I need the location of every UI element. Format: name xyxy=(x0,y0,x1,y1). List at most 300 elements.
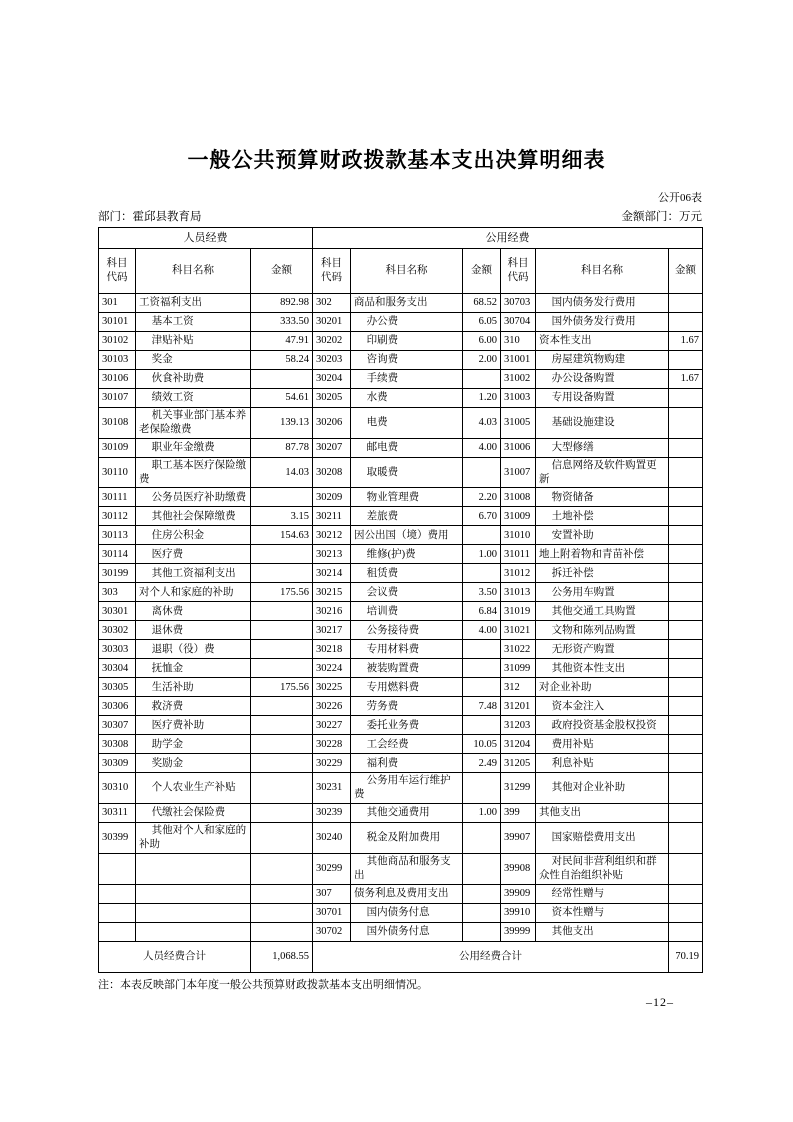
amount-cell xyxy=(669,389,703,408)
amount-cell: 154.63 xyxy=(251,526,313,545)
amount-cell xyxy=(251,602,313,621)
subject-name-cell: 办公费 xyxy=(351,313,463,332)
amount-cell: 10.05 xyxy=(463,735,501,754)
subject-name-cell: 国家赔偿费用支出 xyxy=(536,823,669,854)
amount-cell xyxy=(463,903,501,922)
subject-name-cell: 专用燃料费 xyxy=(351,678,463,697)
column-header-amount: 金额 xyxy=(669,249,703,294)
subject-name-cell: 公务员医疗补助缴费 xyxy=(136,488,251,507)
subject-name-cell: 会议费 xyxy=(351,583,463,602)
band-header-personnel: 人员经费 xyxy=(99,228,313,249)
subject-code-cell: 31201 xyxy=(501,697,536,716)
subject-code-cell: 30217 xyxy=(313,621,351,640)
subject-code-cell: 30201 xyxy=(313,313,351,332)
subject-code-cell: 31008 xyxy=(501,488,536,507)
table-row xyxy=(99,389,703,408)
amount-cell xyxy=(669,457,703,488)
amount-cell xyxy=(669,507,703,526)
subject-code-cell: 30226 xyxy=(313,697,351,716)
subject-code-cell: 30212 xyxy=(313,526,351,545)
column-header-code: 科目代码 xyxy=(99,249,136,294)
subject-code-cell: 30704 xyxy=(501,313,536,332)
amount-cell xyxy=(669,526,703,545)
subject-code-cell: 39999 xyxy=(501,922,536,941)
amount-cell xyxy=(251,659,313,678)
subject-code-cell: 30229 xyxy=(313,754,351,773)
amount-cell: 1.67 xyxy=(669,332,703,351)
subject-code-cell: 30211 xyxy=(313,507,351,526)
amount-cell xyxy=(669,294,703,313)
amount-cell: 1.20 xyxy=(463,389,501,408)
subject-code-cell xyxy=(99,903,136,922)
amount-cell: 58.24 xyxy=(251,351,313,370)
amount-cell: 2.49 xyxy=(463,754,501,773)
amount-cell: 6.84 xyxy=(463,602,501,621)
subject-name-cell: 物业管理费 xyxy=(351,488,463,507)
subject-name-cell: 取暖费 xyxy=(351,457,463,488)
public-total-label: 公用经费合计 xyxy=(313,941,669,972)
subject-code-cell: 30215 xyxy=(313,583,351,602)
subject-name-cell: 奖金 xyxy=(136,351,251,370)
amount-cell xyxy=(669,408,703,439)
subject-code-cell: 30307 xyxy=(99,716,136,735)
subject-code-cell: 30240 xyxy=(313,823,351,854)
table-row xyxy=(99,640,703,659)
amount-cell: 4.03 xyxy=(463,408,501,439)
subject-code-cell: 31021 xyxy=(501,621,536,640)
table-row xyxy=(99,823,703,854)
amount-cell xyxy=(463,526,501,545)
subject-name-cell: 培训费 xyxy=(351,602,463,621)
subject-code-cell: 31203 xyxy=(501,716,536,735)
subject-code-cell: 30224 xyxy=(313,659,351,678)
amount-cell: 3.50 xyxy=(463,583,501,602)
amount-cell: 6.05 xyxy=(463,313,501,332)
subject-code-cell: 30206 xyxy=(313,408,351,439)
subject-name-cell: 抚恤金 xyxy=(136,659,251,678)
amount-cell xyxy=(463,678,501,697)
amount-cell xyxy=(463,853,501,884)
amount-cell xyxy=(669,922,703,941)
subject-code-cell: 30207 xyxy=(313,438,351,457)
table-row xyxy=(99,903,703,922)
table-row xyxy=(99,526,703,545)
subject-code-cell: 30213 xyxy=(313,545,351,564)
personnel-total-value: 1,068.55 xyxy=(251,941,313,972)
subject-code-cell: 30703 xyxy=(501,294,536,313)
subject-name-cell: 住房公积金 xyxy=(136,526,251,545)
detail-table xyxy=(98,227,703,973)
amount-cell xyxy=(669,903,703,922)
table-row xyxy=(99,294,703,313)
subject-name-cell: 物资储备 xyxy=(536,488,669,507)
subject-code-cell: 30299 xyxy=(313,853,351,884)
subject-name-cell: 福利费 xyxy=(351,754,463,773)
subject-name-cell: 津贴补贴 xyxy=(136,332,251,351)
amount-cell xyxy=(463,823,501,854)
subject-name-cell: 其他商品和服务支出 xyxy=(351,853,463,884)
subject-name-cell: 国内债务付息 xyxy=(351,903,463,922)
total-row xyxy=(99,941,703,972)
subject-code-cell: 30102 xyxy=(99,332,136,351)
amount-cell: 14.03 xyxy=(251,457,313,488)
amount-cell xyxy=(669,583,703,602)
subject-name-cell: 国外债务发行费用 xyxy=(536,313,669,332)
subject-code-cell: 310 xyxy=(501,332,536,351)
subject-code-cell: 312 xyxy=(501,678,536,697)
amount-cell xyxy=(251,804,313,823)
subject-name-cell: 邮电费 xyxy=(351,438,463,457)
subject-name-cell: 职工基本医疗保险缴费 xyxy=(136,457,251,488)
subject-name-cell: 利息补贴 xyxy=(536,754,669,773)
amount-cell xyxy=(463,716,501,735)
subject-code-cell: 30110 xyxy=(99,457,136,488)
subject-name-cell: 资本金注入 xyxy=(536,697,669,716)
amount-cell xyxy=(251,735,313,754)
subject-name-cell: 费用补贴 xyxy=(536,735,669,754)
subject-name-cell: 资本性支出 xyxy=(536,332,669,351)
subject-code-cell: 30399 xyxy=(99,823,136,854)
amount-cell: 3.15 xyxy=(251,507,313,526)
subject-name-cell: 离休费 xyxy=(136,602,251,621)
table-row xyxy=(99,853,703,884)
amount-cell xyxy=(251,823,313,854)
amount-cell xyxy=(463,773,501,804)
subject-code-cell: 31012 xyxy=(501,564,536,583)
column-header-name: 科目名称 xyxy=(536,249,669,294)
subject-code-cell: 301 xyxy=(99,294,136,313)
amount-cell xyxy=(251,640,313,659)
subject-name-cell: 土地补偿 xyxy=(536,507,669,526)
table-row xyxy=(99,351,703,370)
subject-code-cell: 30309 xyxy=(99,754,136,773)
amount-cell: 175.56 xyxy=(251,678,313,697)
amount-cell xyxy=(669,640,703,659)
amount-cell xyxy=(463,884,501,903)
amount-cell: 87.78 xyxy=(251,438,313,457)
subject-name-cell: 房屋建筑物购建 xyxy=(536,351,669,370)
table-row xyxy=(99,457,703,488)
table-row xyxy=(99,922,703,941)
subject-name-cell: 信息网络及软件购置更新 xyxy=(536,457,669,488)
subject-code-cell: 31019 xyxy=(501,602,536,621)
subject-code-cell: 39909 xyxy=(501,884,536,903)
table-row xyxy=(99,370,703,389)
meta-row xyxy=(98,208,702,224)
subject-code-cell: 30231 xyxy=(313,773,351,804)
column-header-code: 科目代码 xyxy=(501,249,536,294)
subject-name-cell: 退职（役）费 xyxy=(136,640,251,659)
subject-name-cell: 对个人和家庭的补助 xyxy=(136,583,251,602)
amount-cell xyxy=(251,773,313,804)
amount-cell xyxy=(669,853,703,884)
subject-name-cell xyxy=(136,922,251,941)
subject-code-cell: 30301 xyxy=(99,602,136,621)
amount-cell xyxy=(669,754,703,773)
amount-cell xyxy=(669,621,703,640)
amount-cell xyxy=(669,804,703,823)
amount-cell: 892.98 xyxy=(251,294,313,313)
subject-code-cell: 30108 xyxy=(99,408,136,439)
amount-cell: 6.70 xyxy=(463,507,501,526)
subject-name-cell: 其他支出 xyxy=(536,804,669,823)
subject-code-cell xyxy=(99,922,136,941)
subject-name-cell: 公务用车购置 xyxy=(536,583,669,602)
subject-name-cell: 公务接待费 xyxy=(351,621,463,640)
table-row xyxy=(99,545,703,564)
subject-name-cell: 其他资本性支出 xyxy=(536,659,669,678)
subject-code-cell: 30225 xyxy=(313,678,351,697)
table-row xyxy=(99,773,703,804)
amount-cell xyxy=(251,370,313,389)
department-label: 部门：霍邱县教育局 xyxy=(98,211,202,223)
amount-cell xyxy=(463,922,501,941)
amount-cell xyxy=(669,351,703,370)
amount-cell xyxy=(669,564,703,583)
subject-name-cell: 绩效工资 xyxy=(136,389,251,408)
subject-name-cell: 无形资产购置 xyxy=(536,640,669,659)
subject-name-cell: 办公设备购置 xyxy=(536,370,669,389)
amount-cell: 1.00 xyxy=(463,545,501,564)
subject-code-cell: 30106 xyxy=(99,370,136,389)
amount-cell xyxy=(669,602,703,621)
subject-code-cell: 30199 xyxy=(99,564,136,583)
table-row xyxy=(99,735,703,754)
subject-name-cell: 国外债务付息 xyxy=(351,922,463,941)
subject-name-cell: 工会经费 xyxy=(351,735,463,754)
subject-name-cell: 职业年金缴费 xyxy=(136,438,251,457)
subject-code-cell: 30304 xyxy=(99,659,136,678)
subject-code-cell: 30306 xyxy=(99,697,136,716)
subject-code-cell: 30310 xyxy=(99,773,136,804)
subject-name-cell: 租赁费 xyxy=(351,564,463,583)
subject-code-cell: 30107 xyxy=(99,389,136,408)
table-row xyxy=(99,507,703,526)
subject-name-cell: 伙食补助费 xyxy=(136,370,251,389)
subject-code-cell: 31005 xyxy=(501,408,536,439)
amount-cell xyxy=(669,488,703,507)
subject-code-cell: 303 xyxy=(99,583,136,602)
subject-code-cell: 30103 xyxy=(99,351,136,370)
subject-code-cell: 30228 xyxy=(313,735,351,754)
subject-code-cell: 30302 xyxy=(99,621,136,640)
subject-name-cell: 其他工资福利支出 xyxy=(136,564,251,583)
subject-code-cell: 31003 xyxy=(501,389,536,408)
subject-name-cell: 医疗费 xyxy=(136,545,251,564)
amount-cell xyxy=(251,545,313,564)
table-row xyxy=(99,621,703,640)
table-row xyxy=(99,659,703,678)
table-row xyxy=(99,438,703,457)
subject-name-cell: 电费 xyxy=(351,408,463,439)
subject-code-cell: 302 xyxy=(313,294,351,313)
table-row xyxy=(99,408,703,439)
subject-code-cell: 31010 xyxy=(501,526,536,545)
subject-name-cell: 生活补助 xyxy=(136,678,251,697)
subject-code-cell: 39910 xyxy=(501,903,536,922)
subject-code-cell: 30113 xyxy=(99,526,136,545)
subject-name-cell: 劳务费 xyxy=(351,697,463,716)
subject-name-cell: 对民间非营利组织和群众性自治组织补贴 xyxy=(536,853,669,884)
table-row xyxy=(99,332,703,351)
subject-code-cell: 31009 xyxy=(501,507,536,526)
subject-code-cell: 30701 xyxy=(313,903,351,922)
subject-code-cell: 30202 xyxy=(313,332,351,351)
subject-name-cell: 因公出国（境）费用 xyxy=(351,526,463,545)
amount-cell xyxy=(251,621,313,640)
subject-name-cell: 助学金 xyxy=(136,735,251,754)
subject-name-cell: 工资福利支出 xyxy=(136,294,251,313)
amount-cell: 2.00 xyxy=(463,351,501,370)
amount-cell xyxy=(251,903,313,922)
amount-cell xyxy=(669,659,703,678)
subject-name-cell: 手续费 xyxy=(351,370,463,389)
subject-name-cell: 公务用车运行维护费 xyxy=(351,773,463,804)
table-row xyxy=(99,804,703,823)
table-row xyxy=(99,313,703,332)
subject-name-cell: 其他对个人和家庭的补助 xyxy=(136,823,251,854)
subject-name-cell: 其他支出 xyxy=(536,922,669,941)
subject-name-cell: 对企业补助 xyxy=(536,678,669,697)
footnote: 注：本表反映部门本年度一般公共预算财政拨款基本支出明细情况。 xyxy=(98,978,428,991)
subject-name-cell: 其他交通工具购置 xyxy=(536,602,669,621)
subject-code-cell: 30702 xyxy=(313,922,351,941)
subject-name-cell: 机关事业部门基本养老保险缴费 xyxy=(136,408,251,439)
subject-name-cell: 其他交通费用 xyxy=(351,804,463,823)
subject-code-cell: 30112 xyxy=(99,507,136,526)
band-header-row xyxy=(99,228,703,249)
amount-cell xyxy=(669,545,703,564)
subject-name-cell: 退休费 xyxy=(136,621,251,640)
subject-code-cell: 30205 xyxy=(313,389,351,408)
amount-cell: 47.91 xyxy=(251,332,313,351)
table-row xyxy=(99,754,703,773)
amount-cell: 1.00 xyxy=(463,804,501,823)
subject-code-cell: 30208 xyxy=(313,457,351,488)
amount-cell xyxy=(251,716,313,735)
subject-name-cell: 个人农业生产补贴 xyxy=(136,773,251,804)
amount-cell xyxy=(463,640,501,659)
table-row xyxy=(99,564,703,583)
form-number-label: 公开06表 xyxy=(658,192,702,204)
subject-name-cell xyxy=(136,884,251,903)
table-body xyxy=(99,228,703,973)
subject-code-cell: 31001 xyxy=(501,351,536,370)
subject-name-cell: 差旅费 xyxy=(351,507,463,526)
amount-cell: 1.67 xyxy=(669,370,703,389)
subject-name-cell xyxy=(136,853,251,884)
subject-code-cell: 30227 xyxy=(313,716,351,735)
subject-code-cell: 31007 xyxy=(501,457,536,488)
subject-name-cell: 拆迁补偿 xyxy=(536,564,669,583)
amount-cell xyxy=(669,716,703,735)
amount-cell xyxy=(251,884,313,903)
table-row xyxy=(99,884,703,903)
band-header-public: 公用经费 xyxy=(313,228,703,249)
subject-name-cell: 其他社会保障缴费 xyxy=(136,507,251,526)
amount-cell xyxy=(251,488,313,507)
amount-cell: 6.00 xyxy=(463,332,501,351)
table-row xyxy=(99,488,703,507)
amount-cell xyxy=(669,773,703,804)
amount-cell: 2.20 xyxy=(463,488,501,507)
subject-code-cell: 30101 xyxy=(99,313,136,332)
subject-code-cell: 307 xyxy=(313,884,351,903)
subject-name-cell: 维修(护)费 xyxy=(351,545,463,564)
subject-name-cell: 商品和服务支出 xyxy=(351,294,463,313)
subject-name-cell: 专用材料费 xyxy=(351,640,463,659)
subject-code-cell: 30303 xyxy=(99,640,136,659)
column-header-amount: 金额 xyxy=(463,249,501,294)
amount-cell: 68.52 xyxy=(463,294,501,313)
subject-name-cell: 基本工资 xyxy=(136,313,251,332)
unit-label: 金额部门：万元 xyxy=(621,211,702,223)
page-title: 一般公共预算财政拨款基本支出决算明细表 xyxy=(187,149,606,172)
subject-code-cell: 30311 xyxy=(99,804,136,823)
amount-cell xyxy=(669,313,703,332)
column-header-name: 科目名称 xyxy=(136,249,251,294)
subject-code-cell: 30239 xyxy=(313,804,351,823)
amount-cell: 139.13 xyxy=(251,408,313,439)
table-row xyxy=(99,678,703,697)
subject-code-cell: 30109 xyxy=(99,438,136,457)
subject-code-cell: 31022 xyxy=(501,640,536,659)
amount-cell xyxy=(251,853,313,884)
amount-cell xyxy=(463,564,501,583)
amount-cell xyxy=(669,735,703,754)
amount-cell: 4.00 xyxy=(463,621,501,640)
subject-name-cell: 政府投资基金股权投资 xyxy=(536,716,669,735)
subject-code-cell xyxy=(99,853,136,884)
subject-name-cell: 被装购置费 xyxy=(351,659,463,678)
subject-code-cell: 30203 xyxy=(313,351,351,370)
column-header-amount: 金额 xyxy=(251,249,313,294)
subject-name-cell: 资本性赠与 xyxy=(536,903,669,922)
subject-code-cell xyxy=(99,884,136,903)
subject-name-cell: 国内债务发行费用 xyxy=(536,294,669,313)
subject-code-cell: 39908 xyxy=(501,853,536,884)
subject-name-cell: 大型修缮 xyxy=(536,438,669,457)
amount-cell xyxy=(463,370,501,389)
amount-cell: 7.48 xyxy=(463,697,501,716)
subject-code-cell: 30308 xyxy=(99,735,136,754)
amount-cell: 175.56 xyxy=(251,583,313,602)
subject-code-cell: 31002 xyxy=(501,370,536,389)
subject-name-cell: 债务利息及费用支出 xyxy=(351,884,463,903)
amount-cell xyxy=(251,754,313,773)
column-header-row xyxy=(99,249,703,294)
subject-name-cell: 其他对企业补助 xyxy=(536,773,669,804)
subject-name-cell xyxy=(136,903,251,922)
subject-name-cell: 安置补助 xyxy=(536,526,669,545)
subject-code-cell: 30114 xyxy=(99,545,136,564)
subject-code-cell: 31006 xyxy=(501,438,536,457)
subject-name-cell: 经常性赠与 xyxy=(536,884,669,903)
subject-code-cell: 399 xyxy=(501,804,536,823)
amount-cell xyxy=(251,922,313,941)
subject-name-cell: 代缴社会保险费 xyxy=(136,804,251,823)
subject-name-cell: 印刷费 xyxy=(351,332,463,351)
subject-code-cell: 31099 xyxy=(501,659,536,678)
table-row xyxy=(99,716,703,735)
subject-code-cell: 31011 xyxy=(501,545,536,564)
amount-cell xyxy=(669,678,703,697)
subject-code-cell: 39907 xyxy=(501,823,536,854)
amount-cell xyxy=(251,564,313,583)
subject-name-cell: 基础设施建设 xyxy=(536,408,669,439)
subject-code-cell: 30111 xyxy=(99,488,136,507)
subject-code-cell: 30305 xyxy=(99,678,136,697)
